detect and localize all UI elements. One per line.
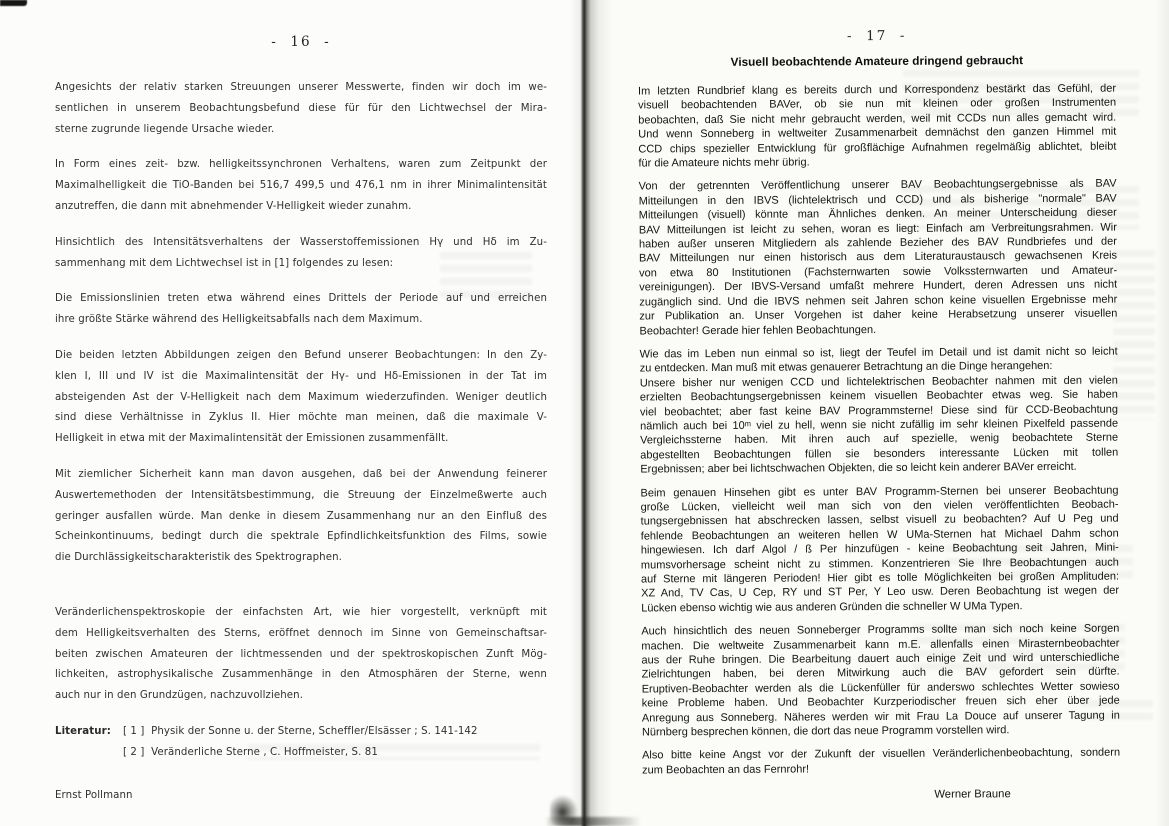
text-line: Mitteilungen in den IBVS (lichtelektrisch und CCD) und als bisherige "normale" BAV (638, 192, 1117, 208)
text-line: Lücken ebenso wichtig wie aus anderen Gründen die schneller W UMa Typen. (641, 599, 1023, 615)
text-line: sammenhang mit dem Lichtwechsel ist in [1] folgendes zu lesen: (55, 257, 394, 269)
text-line: Mitteilungen (visuell) könnte man Ähnliches denken. An meiner Unterscheidung dieser (638, 206, 1117, 222)
bleedthrough-artifact (1113, 250, 1155, 420)
text-line: viel beobachtet; aber fast keine BAV Programmsterne! Diese sind für CCD-Beobachtung (639, 403, 1119, 418)
paragraph (640, 373, 1119, 477)
text-line: klen I, III und IV ist die Maximalintensität der Hγ- und Hδ-Emissionen in der Tat im (55, 370, 547, 382)
text-line: BAV Mitteilungen nur einen historisch aus dem Literaturaustausch gewachsenen Kreis (639, 250, 1118, 265)
text-line: fehlende Beobachtungen an weiteren hellen W UMa-Sternen hat Michael Dahm schon (640, 527, 1119, 543)
text-line: Also bitte keine Angst vor der Zukunft der visuellen Veränderlichenbeobachtung, sondern (642, 747, 1121, 762)
text-line: zu entdecken. Man muß mit etwas genauerer Betrachtung an die Dinge herangehen: (639, 360, 1053, 375)
paragraph (55, 289, 547, 331)
text-line: [ 2 ] Veränderliche Sterne , C. Hoffmeister, S. 81 (123, 746, 378, 758)
text-line: Von der getrennten Veröffentlichung unserer BAV Beobachtungsergebnisse als BAV (638, 177, 1117, 193)
text-line: Im letzten Rundbrief klang es bereits durch und Korrespondenz bestärkt das Gefühl, der (637, 82, 1117, 98)
text-line: Veränderlichenspektroskopie der einfachsten Art, wie hier vorgestellt, verknüpft mit (55, 606, 547, 618)
text-line: [ 1 ] Physik der Sonne u. der Sterne, Scheffler/Elsässer ; S. 141-142 (123, 725, 478, 737)
text-line: beobachten, daß Sie nicht mehr gebraucht werden, weil mit CCDs nun alles gemacht wird. (638, 111, 1117, 127)
text-line: Mit ziemlicher Sicherheit kann man davon ausgehen, daß bei der Anwendung feinerer (55, 468, 547, 480)
page-number: - 16 - (271, 34, 331, 50)
text-line: tungsergebnissen hat abschrecken lassen, selbst visuell zu beobachten? Auf U Peg und (640, 512, 1119, 528)
text-line: visuell beobachtenden BAVer, ob sie nun mit kleinen oder großen Instrumenten (638, 96, 1117, 112)
paragraph (642, 746, 1120, 778)
text-line: BAV Mitteilungen ist leicht zu sehen, woran es liegt: Einfach am Verbreitungsrahmen. Wir (638, 221, 1117, 237)
paragraph (55, 155, 547, 217)
text-line: Angesichts der relativ starken Streuungen unserer Messwerte, finden wir doch im we- (55, 82, 547, 93)
page-17-content (638, 27, 1121, 803)
literature-label: Literatur: (55, 725, 111, 737)
text-line: Zielrichtungen haben, bei deren Mitwirkung auch die BAV gefordert sein dürfte. (641, 665, 1120, 681)
text-line: für die Amateure nichts mehr übrig. (638, 156, 810, 170)
text-line: XZ And, TV Cas, U Cep, RY und ST Per, Y Leo usw. Deren Beobachtung ist wegen der (641, 584, 1120, 600)
text-line: hingewiesen. Ich darf Algol / ß Per hinzufügen - keine Beobachtung seit Jahren, Mini- (640, 541, 1119, 557)
paragraph (640, 344, 1118, 376)
text-line: Und wenn Sonneberg in weltweiter Zusammenarbeit demnächst den ganzen Himmel mit (638, 125, 1117, 141)
author-signature: Ernst Pollmann (55, 789, 133, 801)
text-line: Maximalhelligkeit die TiO-Banden bei 516,7 499,5 und 476,1 nm in ihrer Minimalintensität (55, 180, 547, 192)
text-line: abgestellten Beobachtungen füllen sie besonders interessante Lücken mit tollen (640, 446, 1119, 462)
text-line: haben außer unseren Mitgliedern als zahlende Bezieher des BAV Rundbriefes und der (638, 235, 1117, 251)
text-line: Ergebnissen; aber bei lichtschwachen Objekten, die so leicht kein anderer BAVer erreicht. (640, 460, 1077, 476)
text-line: auf Sterne mit längeren Perioden! Hier gibt es tolle Möglichkeiten bei großen Amplituden: (640, 570, 1120, 586)
page-number: - 17 - (846, 27, 907, 45)
paragraph (55, 465, 547, 569)
paragraph (55, 78, 547, 140)
page-16 (0, 0, 583, 826)
text-line: vereinigungen). Der IBVS-Versand umfaßt mehrere Hundert, deren Adressen uns nicht (639, 278, 1118, 294)
paragraph (55, 233, 547, 275)
text-line: In Form eines zeit- bzw. helligkeitssynchronen Verhaltens, waren zum Zeitpunkt der (55, 159, 547, 171)
text-line: Helligkeit in etwa mit der Maximalintensität der Emissionen zusammenfällt. (55, 433, 449, 445)
paragraph (641, 622, 1120, 740)
text-line: Unsere bisher nur wenigen CCD und lichtelektrischen Beobachter nahmen mit den vielen (639, 374, 1118, 390)
text-line: zum Beobachten an das Fernrohr! (642, 763, 810, 777)
text-line: Scheinkontinuums, bedingt durch die spektrale Epfindlichkeitsfunktion des Films, sowie (55, 531, 547, 543)
text-line: Die Emissionslinien treten etwa während eines Drittels der Periode auf und erreichen (55, 293, 547, 305)
text-line: Die beiden letzten Abbildungen zeigen den Befund unserer Beobachtungen: In den Zy- (55, 349, 547, 361)
text-line: Auch hinsichtlich des neuen Sonneberger Programms sollte man sich noch keine Sorgen (641, 622, 1120, 638)
text-line: nämlich auch bei 10ᵐ viel zu hell, wenn sie nicht zufällig im sehr kleinen Pixelfeld passende (640, 417, 1119, 433)
text-line: machen. Die weltweite Zusammenarbeit kann m.E. allenfalls einen Mirasternbeobachter (641, 637, 1120, 653)
text-line: dem Helligkeitsverhalten des Sterns, eröffnet dennoch im Sinne von Gemeinschaftsar- (55, 627, 547, 639)
page-17 (583, 0, 1169, 826)
text-line: anzutreffen, die dann mit abnehmender V-Helligkeit wieder zunahm. (55, 200, 412, 212)
text-line: Hinsichtlich des Intensitätsverhaltens der Wasserstoffemissionen Hγ und Hδ im Zu- (55, 236, 547, 248)
text-line: ihre größte Stärke während des Helligkeitsabfalls nach dem Maximum. (55, 314, 423, 326)
text-line: Eruptiven-Beobachter werden als die Lückenfüller für anderswo schlechtes Wetter sowieso (641, 680, 1120, 696)
text-line: Vergleichssterne haben. Mit ihren auch auf spezielle, wenig beobachtete Sterne (640, 431, 1119, 447)
text-line: sentlichen in unserem Beobachtungsbefund diese für für den Lichtwechsel der Mira- (55, 102, 547, 114)
article-title: Visuell beobachtende Amateure dringend gebraucht (730, 53, 1024, 69)
text-line: Beim genauen Hinsehen gibt es unter BAV Programm-Sternen bei unserer Beobachtung (640, 484, 1119, 500)
text-line: von etwa 80 Institutionen (Fachsternwarten sowie Volkssternwarten und Amateur- (639, 264, 1118, 280)
text-line: lichkeiten, astrophysikalische Zusammenhänge in den Atmosphären der Sterne, wenn (55, 669, 547, 681)
paragraph (55, 346, 547, 450)
literature-section (55, 722, 547, 764)
text-line: mumsvorhersage scheint nicht zu stimmen. Konzentrieren Sie Ihre Beobachtungen auch (640, 556, 1119, 572)
paragraph (640, 483, 1119, 616)
text-line: CCD chips spezieller Entwicklung für großflächige Aufnahmen regelmäßig ablichtet, bleibt (638, 140, 1117, 156)
text-line: geringer ausfallen würde. Man denke in diesem Zusammenhang nur an den Einfluß des (55, 510, 547, 522)
text-line: aus der Ruhe bringen. Die Bearbeitung dauert auch einige Zeit und wird unterschiedliche (641, 651, 1120, 667)
text-line: zugänglich sind. Und die IBVS nehmen seit Jahren schon keine visuellen Ergebnisse mehr (639, 293, 1118, 309)
text-line: sind diese Verhältnisse in Zyklus II. Hier möchte man meinen, daß die maximale V- (55, 412, 547, 424)
text-line: beiten zwischen Amateuren der lichtmessenden und der spektroskopischen Zunft Mög- (55, 648, 547, 660)
paragraph (638, 82, 1117, 171)
text-line: erzielten Beobachtungsergebnissen keinem visuellen Beobachter etwas weg. Sie haben (639, 388, 1118, 404)
text-line: sterne zugrunde liegende Ursache wieder. (55, 123, 275, 135)
literature-entries (123, 722, 547, 764)
text-line: zur Publikation an. Unser Vorgehen ist daher keine Herabsetzung unserer visuellen (639, 307, 1118, 323)
paragraph (639, 177, 1118, 338)
text-line: auch nur in den Grundzügen, nachzuvollziehen. (55, 690, 304, 702)
author-signature: Werner Braune (934, 788, 1011, 801)
text-line: Nürnberg besprechen können, die dort das neue Programm vorstellen wird. (641, 724, 1010, 739)
text-line: große Lücken, vielleicht weil man sich von den vielen veröffentlichten Beobach- (640, 498, 1119, 514)
text-line: Beobachter! Gerade hier fehlen Beobachtungen. (639, 323, 877, 337)
paragraph (55, 603, 547, 707)
text-line: Wie das im Leben nun einmal so ist, liegt der Teufel im Detail und ist damit nicht so leicht (639, 345, 1118, 361)
text-line: die Durchlässigkeitscharakteristik des Spektrographen. (55, 552, 342, 564)
text-line: keine Probleme haben. Und Beobachter Kurzperiodischer freuen sich eher über jede (641, 694, 1120, 710)
page-16-content (55, 34, 547, 801)
text-line: Auswertemethoden der Intensitätsbestimmung, die Streuung der Einzelmeßwerte auch (55, 489, 547, 501)
text-line: absteigenden Ast der V-Helligkeit nach dem Maximum wiederzufinden. Weniger deutlich (55, 391, 547, 403)
text-line: Anregung aus Sonneberg. Näheres werden wir mit Frau La Douce auf unserer Tagung in (641, 709, 1120, 725)
